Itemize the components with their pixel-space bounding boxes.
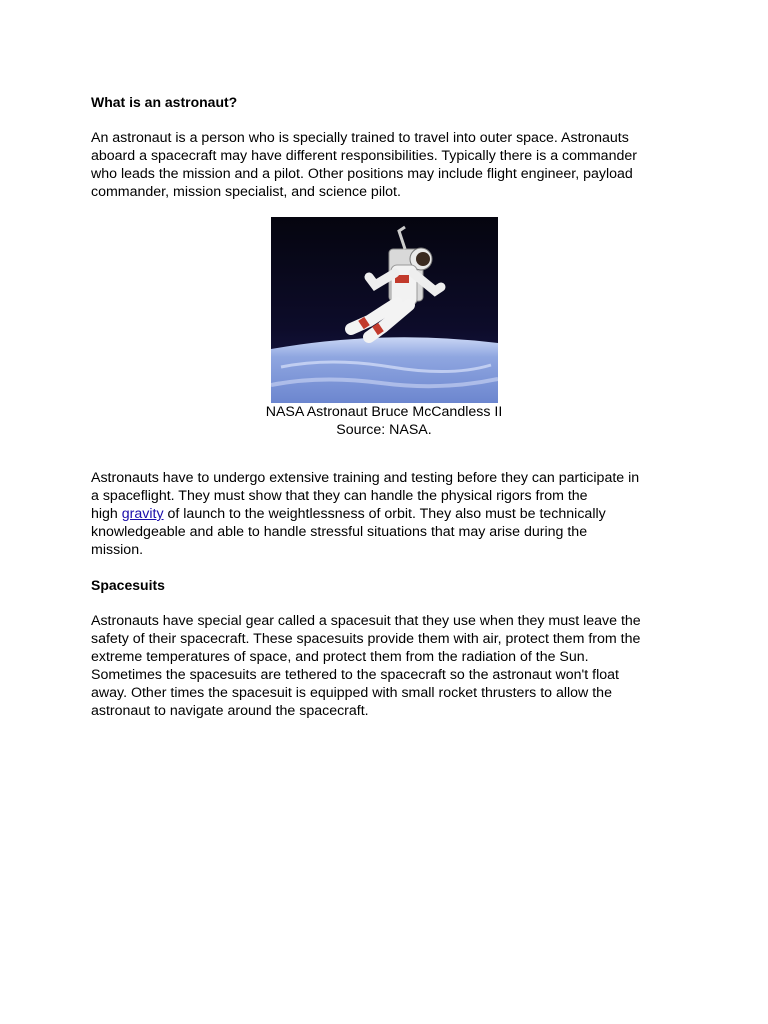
- training-paragraph: [91, 469, 681, 559]
- text-fragment: high: [91, 506, 122, 522]
- text-line: Sometimes the spacesuits are tethered to the spacecraft so the astronaut won't float: [91, 667, 619, 683]
- text-line: extreme temperatures of space, and protect them from the radiation of the Sun.: [91, 649, 589, 665]
- intro-paragraph: [91, 129, 681, 201]
- text-fragment: of launch to the weightlessness of orbit. They also must be technically: [163, 506, 606, 522]
- gravity-link[interactable]: gravity: [121, 506, 164, 522]
- figure-source: Source: NASA.: [336, 422, 432, 438]
- text-line: commander, mission specialist, and science pilot.: [91, 184, 401, 200]
- astronaut-image: [271, 217, 498, 403]
- text-line: An astronaut is a person who is specially trained to travel into outer space. Astronauts: [91, 130, 629, 146]
- text-line: Astronauts have special gear called a spacesuit that they use when they must leave the: [91, 613, 641, 629]
- text-line: safety of their spacecraft. These spacesuits provide them with air, protect them from the: [91, 631, 641, 647]
- spacesuits-paragraph: [91, 612, 681, 720]
- text-line: mission.: [91, 542, 144, 558]
- text-line: astronaut to navigate around the spacecraft.: [91, 703, 369, 719]
- text-line: a spaceflight. They must show that they can handle the physical rigors from the: [91, 488, 588, 504]
- text-line: Astronauts have to undergo extensive training and testing before they can participate in: [91, 470, 640, 486]
- heading-spacesuits: Spacesuits: [91, 577, 165, 593]
- heading-what-is-astronaut: What is an astronaut?: [91, 94, 238, 110]
- text-line: [91, 505, 681, 523]
- text-line: aboard a spacecraft may have different responsibilities. Typically there is a commander: [91, 148, 637, 164]
- figure-caption: NASA Astronaut Bruce McCandless II: [265, 404, 503, 420]
- astronaut-photo: [271, 217, 498, 403]
- text-line: who leads the mission and a pilot. Other positions may include flight engineer, payload: [91, 166, 633, 182]
- text-line: knowledgeable and able to handle stressful situations that may arise during the: [91, 524, 588, 540]
- text-line: away. Other times the spacesuit is equipped with small rocket thrusters to allow the: [91, 685, 612, 701]
